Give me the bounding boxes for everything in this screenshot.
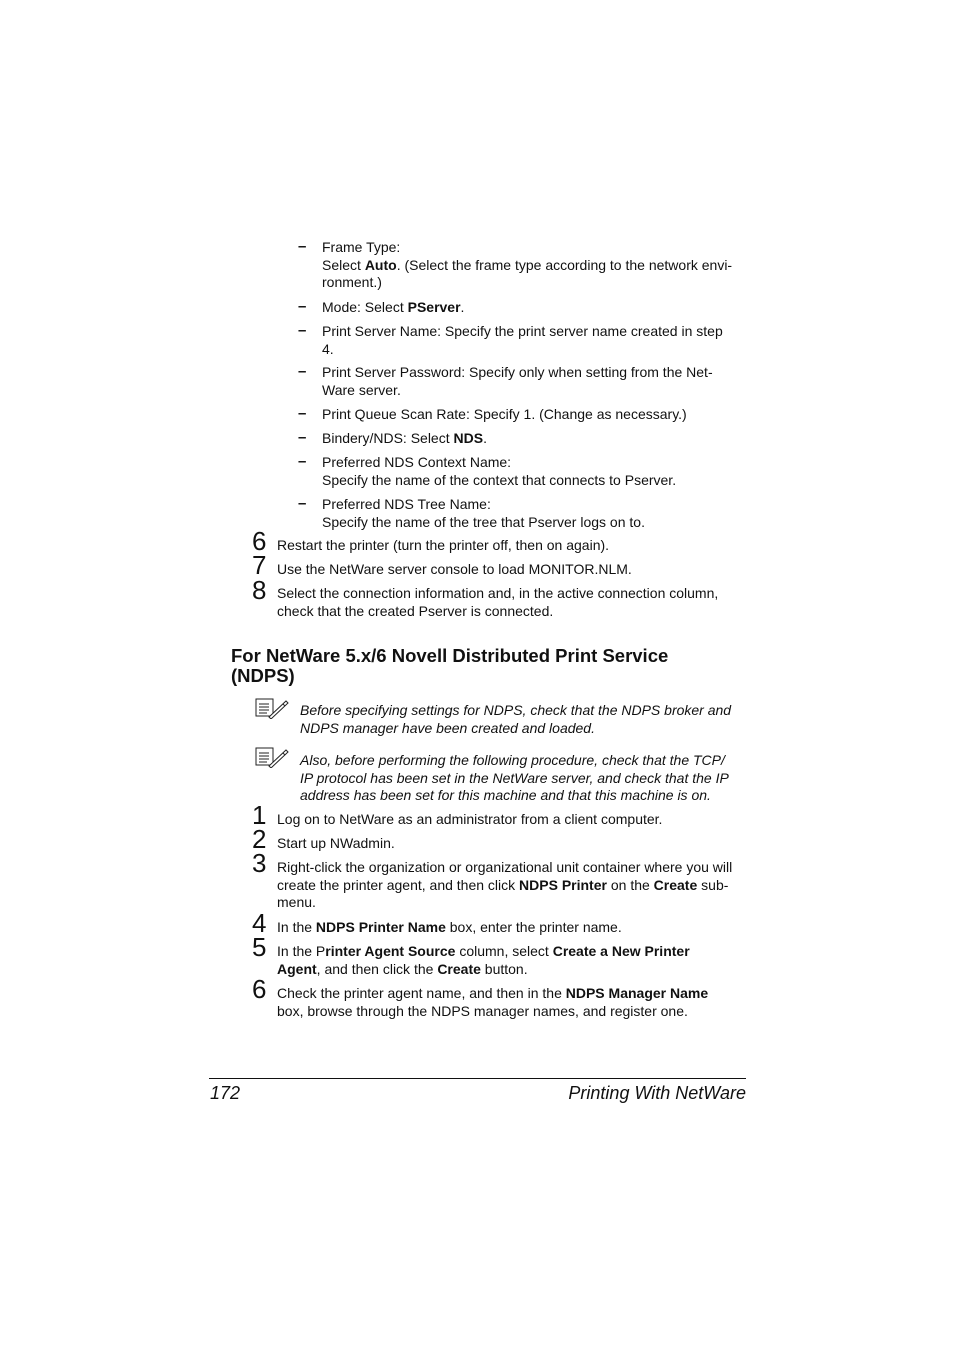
note-icon	[255, 746, 289, 768]
page-number: 172	[210, 1083, 241, 1103]
section-heading-line-2: (NDPS)	[231, 665, 295, 686]
dash-item-text: Preferred NDS Tree Name: Specify the name of the tree that Pserver logs on to.	[322, 496, 645, 530]
dash-bullet: –	[298, 453, 307, 470]
bold-term: Agent	[277, 960, 317, 977]
dash-item-text: Print Server Name: Specify the print server name created in step 4.	[322, 323, 723, 357]
dash-item-text: Frame Type: Select Auto. (Select the frame type according to the network envi- ronment.)	[322, 239, 733, 291]
note-text: Before specifying settings for NDPS, check that the NDPS broker and NDPS manager have been created and loaded.	[300, 702, 732, 736]
bold-term: rinter Agent Source	[325, 943, 456, 959]
section-heading-line-1: For NetWare 5.x/6 Novell Distributed Print Service	[231, 645, 669, 666]
step-number: 2	[252, 824, 267, 854]
step-number: 1	[252, 800, 267, 830]
dash-item-text: Bindery/NDS: Select NDS.	[322, 430, 487, 446]
bold-term: NDPS Printer	[519, 876, 607, 893]
dash-item-text: Mode: Select PServer.	[322, 299, 465, 315]
step-text: Use the NetWare server console to load MONITOR.NLM.	[277, 561, 632, 577]
section-heading	[231, 646, 751, 686]
dash-bullet: –	[298, 322, 307, 339]
note-text: Also, before performing the following procedure, check that the TCP/ IP protocol has been set in the NetWare server, and check that the IP address has been set for this machine and that this machine is on.	[300, 752, 729, 804]
step-number: 4	[252, 908, 267, 938]
dash-item-text: Print Server Password: Specify only when setting from the Net- Ware server.	[322, 364, 713, 398]
step-text: Right-click the organization or organizational unit container where you will create the printer agent, and then click NDPS Printer on the Create sub- menu.	[277, 859, 733, 911]
step-number: 3	[252, 848, 267, 878]
bold-term: Auto	[364, 256, 397, 273]
bold-term: Create	[653, 876, 698, 893]
step-text: Select the connection information and, in the active connection column, check that the created Pserver is connected.	[277, 585, 719, 619]
bold-term: Create	[437, 960, 481, 977]
note-icon	[255, 697, 289, 719]
step-text: In the NDPS Printer Name box, enter the printer name.	[277, 919, 622, 935]
dash-item-text: Print Queue Scan Rate: Specify 1. (Change as necessary.)	[322, 406, 687, 422]
footer-rule	[209, 1078, 746, 1079]
dash-bullet: –	[298, 298, 307, 315]
dash-item-text: Preferred NDS Context Name: Specify the name of the context that connects to Pserver.	[322, 454, 677, 488]
step-number: 6	[252, 526, 267, 556]
chapter-title: Printing With NetWare	[568, 1083, 746, 1103]
step-text: Restart the printer (turn the printer off, then on again).	[277, 537, 610, 553]
bold-term: NDS	[453, 430, 484, 446]
dash-bullet: –	[298, 405, 307, 422]
step-text: Start up NWadmin.	[277, 835, 395, 851]
step-number: 8	[252, 575, 267, 605]
dash-bullet: –	[298, 429, 307, 446]
step-text: Check the printer agent name, and then in the NDPS Manager Name box, browse through the NDPS manager names, and register one.	[277, 985, 709, 1019]
step-number: 7	[252, 550, 267, 580]
bold-term: NDPS Printer Name	[315, 919, 446, 935]
bold-term: Create a New Printer	[552, 943, 690, 959]
step-number: 5	[252, 932, 267, 962]
bold-term: PServer	[407, 299, 461, 315]
bold-term: NDPS Manager Name	[565, 985, 709, 1001]
step-text: In the Printer Agent Source column, select Create a New Printer Agent, and then click the Create button.	[277, 943, 690, 977]
step-number: 6	[252, 974, 267, 1004]
step-text: Log on to NetWare as an administrator from a client computer.	[277, 811, 663, 827]
dash-bullet: –	[298, 495, 307, 512]
dash-bullet: –	[298, 238, 307, 255]
dash-bullet: –	[298, 363, 307, 380]
